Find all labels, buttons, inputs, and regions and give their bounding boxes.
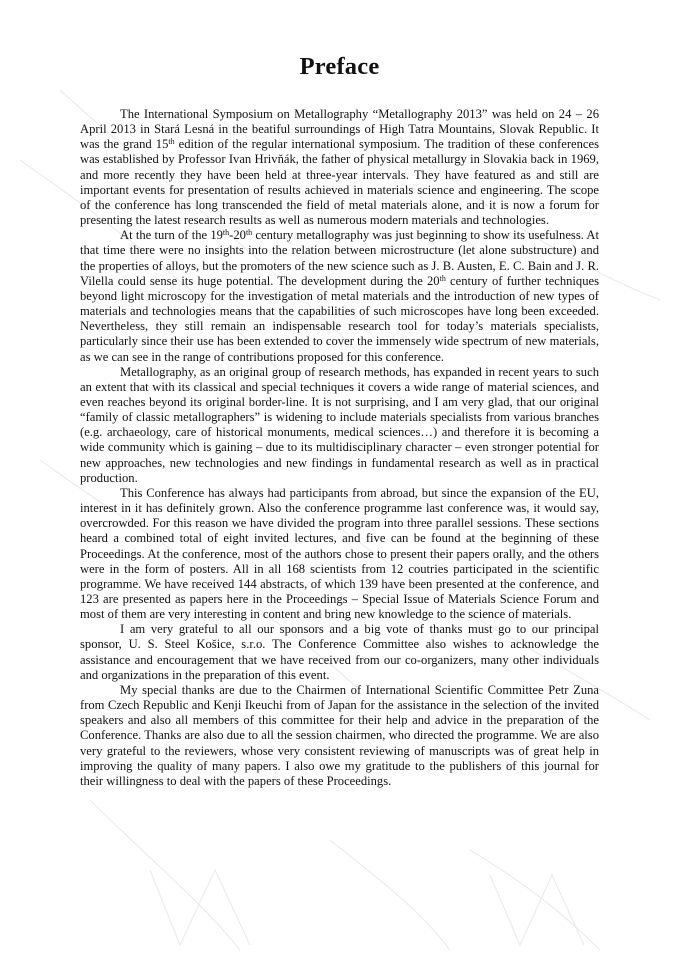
paragraph xyxy=(80,228,599,364)
preface-body xyxy=(80,52,599,789)
paragraph-text: At the turn of the 19 xyxy=(120,228,223,243)
paragraph-text: The International Symposium on Metallography “Metallography 2013” was held on 24 – 26 April 2013 in Stará Lesná in the beatiful surroundings of High Tatra Mountains, Slovak Republic. It was the grand 15 xyxy=(80,107,599,152)
paragraph xyxy=(80,683,599,789)
superscript: th xyxy=(439,273,446,283)
watermark-stroke xyxy=(90,800,240,950)
superscript: th xyxy=(245,228,253,238)
watermark-stroke xyxy=(490,875,584,945)
watermark-stroke xyxy=(330,840,450,950)
paragraph-text: My special thanks are due to the Chairmen of International Scientific Committee Petr Zuna from Czech Republic and Kenji Ikeuchi from of Japan for the assistance in the selection of the invited speakers and also all members of this committee for their help and advice in the preparation of the Conference. Thanks are also due to all the session chairmen, who directed the programme. We are also very grateful to the reviewers, whose very consistent reviewing of manuscripts was of great help in improving the quality of many papers. I also owe my gratitude to the publishers of this journal for their willingness to deal with the papers of these Proceedings. xyxy=(80,682,599,788)
superscript: th xyxy=(222,228,230,238)
paragraph xyxy=(80,107,599,228)
page-title: Preface xyxy=(299,53,380,80)
paragraph-text: century metallography was just beginning to show its usefulness. At that time there were no insights into the relation between microstructure (let alone substructure) and the properties of alloys, but the promoters of the new science such as J. B. Austen, E. C. Bain and J. R. Vilella could sense its huge potential. The development during the 20 xyxy=(80,228,599,288)
paragraph-text: Metallography, as an original group of research methods, has expanded in recent years to such an extent that with its classical and special techniques it covers a wide range of material sciences, and even reaches beyond its original border-line. It is not surprising, and I am very glad, that our original “family of classic metallographers” is widening to include materials specialists from various branches (e.g. archaeology, care of historical monuments, medical sciences…) and therefore it is becoming a wide community which is gaining – due to its multidisciplinary character – even stronger potential for new approaches, new technologies and new findings in fundamental research as well as in practical production. xyxy=(80,364,599,485)
paragraph xyxy=(80,486,599,622)
paragraph-text: -20 xyxy=(229,228,246,243)
paragraph-text: I am very grateful to all our sponsors and a big vote of thanks must go to our principal sponsor, U. S. Steel Košice, s.r.o. The Conference Committee also wishes to acknowledge the assistance and encouragement that we have received from our co-organizers, many other individuals and organizations in the preparation of this event. xyxy=(80,622,599,682)
paragraph xyxy=(80,622,599,683)
paragraph xyxy=(80,365,599,486)
watermark-stroke xyxy=(470,850,600,950)
watermark-stroke xyxy=(150,870,250,945)
superscript: th xyxy=(168,137,175,147)
paragraph-text: century of further techniques beyond light microscopy for the investigation of metal materials and the introduction of new types of materials and technologies means that the capabilities of such microscopes have long been exceeded. Nevertheless, they still remain an indispensable research tool for today’s materials specialists, particularly since their use has been extended to cover the immensely wide spectrum of new materials, as we can see in the range of contributions proposed for this conference. xyxy=(80,273,600,364)
paragraph-text: This Conference has always had participants from abroad, but since the expansion of the EU, interest in it has definitely grown. Also the conference programme last conference was, it would say, overcrowded. For this reason we have divided the program into three parallel sessions. These sections heard a combined total of eight invited lectures, and five can be found at the beginning of these Proceedings. At the conference, most of the authors chose to present their papers orally, and the others were in the form of posters. All in all 168 scientists from 12 coutries participated in the scientific programme. We have received 144 abstracts, of which 139 have been presented at the conference, and 123 are presented as papers here in the Proceedings – Special Issue of Materials Science Forum and most of them are very interesting in content and bring new knowledge to the science of materials. xyxy=(80,485,599,622)
paragraph-text: edition of the regular international symposium. The tradition of these conferences was established by Professor Ivan Hrivňák, the father of physical metallurgy in Slovakia back in 1969, and more recently they have been held at three-year intervals. They have featured as and still are important events for presentation of results achieved in materials science and engineering. The scope of the conference has long transcended the field of metal materials alone, and it is now a forum for presenting the latest research results as well as numerous modern materials and technologies. xyxy=(80,137,599,228)
